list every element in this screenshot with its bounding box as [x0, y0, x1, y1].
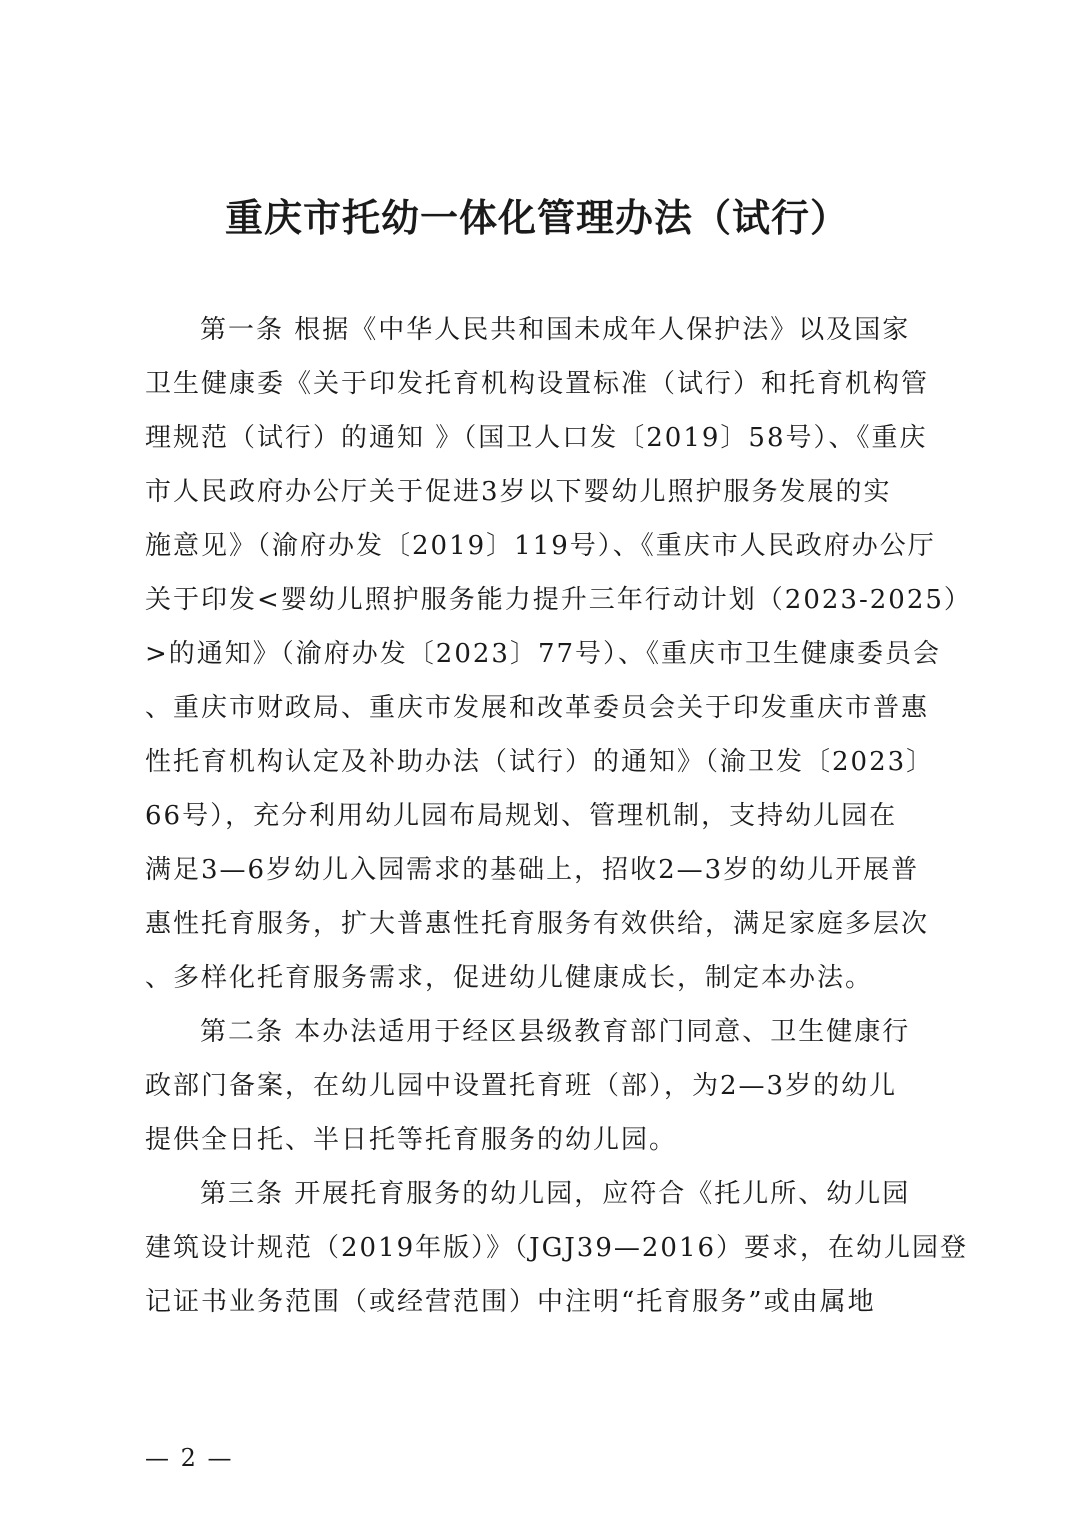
text-line: 第三条 开展托育服务的幼儿园，应符合《托儿所、幼儿园 [200, 1179, 911, 1209]
text-line: 、重庆市财政局、重庆市发展和改革委员会关于印发重庆市普惠 [145, 693, 930, 723]
text-line: 第二条 本办法适用于经区县级教育部门同意、卫生健康行 [200, 1017, 911, 1047]
text-line: 政部门备案，在幼儿园中设置托育班（部），为2—3岁的幼儿 [145, 1071, 898, 1101]
text-line: 建筑设计规范（2019年版）》（JGJ39—2016）要求，在幼儿园登 [145, 1233, 969, 1263]
text-line: 、多样化托育服务需求，促进幼儿健康成长，制定本办法。 [145, 963, 874, 993]
text-line: 理规范（试行）的通知 》（国卫人口发〔2019〕58号）、《重庆 [145, 423, 928, 453]
document-title: 重庆市托幼一体化管理办法（试行） [224, 196, 849, 240]
text-line: 第一条 根据《中华人民共和国未成年人保护法》以及国家 [200, 315, 911, 345]
text-line: 惠性托育服务，扩大普惠性托育服务有效供给，满足家庭多层次 [145, 909, 930, 939]
text-line: 满足3—6岁幼儿入园需求的基础上，招收2—3岁的幼儿开展普 [145, 855, 920, 885]
text-line: 市人民政府办公厅关于促进3岁以下婴幼儿照护服务发展的实 [145, 477, 892, 507]
page-number: — 2 — [145, 1444, 234, 1472]
text-line: 提供全日托、半日托等托育服务的幼儿园。 [145, 1125, 678, 1155]
text-line: 66号），充分利用幼儿园布局规划、管理机制，支持幼儿园在 [145, 801, 898, 831]
text-line: 施意见》（渝府办发〔2019〕119号）、《重庆市人民政府办公厅 [145, 531, 936, 561]
text-line: 关于印发<婴幼儿照护服务能力提升三年行动计划（2023-2025） [145, 585, 972, 615]
text-line: 卫生健康委《关于印发托育机构设置标准（试行）和托育机构管 [145, 369, 930, 399]
text-line: 记证书业务范围（或经营范围）中注明“托育服务”或由属地 [145, 1287, 876, 1317]
text-line: 性托育机构认定及补助办法（试行）的通知》（渝卫发〔2023〕 [145, 747, 935, 777]
text-line: >的通知》（渝府办发〔2023〕77号）、《重庆市卫生健康委员会 [145, 639, 942, 669]
